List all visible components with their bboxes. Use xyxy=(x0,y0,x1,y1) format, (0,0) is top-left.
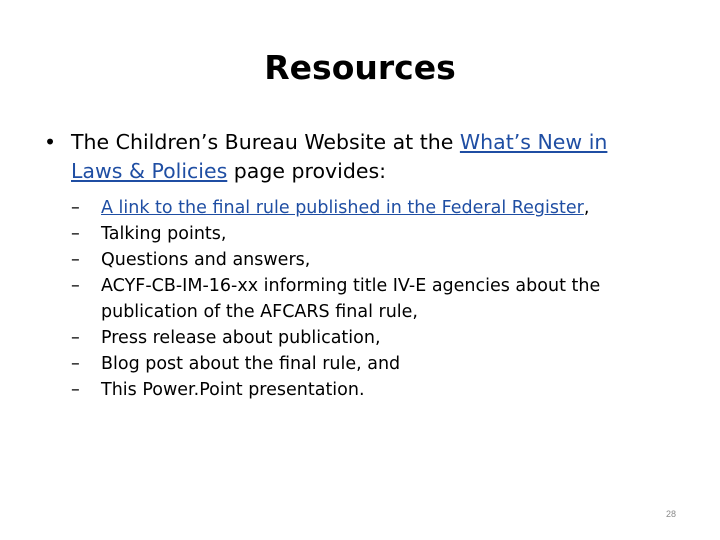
sub-bullet-list xyxy=(71,195,671,403)
sub-item-final-rule xyxy=(71,195,671,221)
federal-register-link[interactable]: A link to the final rule published in the Federal Register xyxy=(101,198,584,218)
sub-item-text: ACYF-CB-IM-16-xx informing title IV-E agencies about the publication of the AFCARS final rule, xyxy=(101,276,601,322)
dash-icon: – xyxy=(71,276,80,296)
main-bullet xyxy=(44,128,664,186)
dash-icon: – xyxy=(71,328,80,348)
dash-icon: – xyxy=(71,354,80,374)
sub-item-suffix: , xyxy=(583,198,590,218)
sub-item-press-release xyxy=(71,325,671,351)
page-number: 28 xyxy=(665,509,676,519)
sub-item-text: This Power.Point presentation. xyxy=(101,380,365,400)
sub-item-information-memorandum xyxy=(71,273,671,325)
whats-new-laws-policies-link[interactable]: What’s New in Laws & Policies xyxy=(71,130,608,183)
dash-icon: – xyxy=(71,224,80,244)
main-bullet-text-after: page provides: xyxy=(227,159,387,183)
sub-item-text: Questions and answers, xyxy=(101,250,311,270)
sub-item-blog-post xyxy=(71,351,671,377)
sub-item-questions-answers xyxy=(71,247,671,273)
dash-icon: – xyxy=(71,380,80,400)
sub-item-talking-points xyxy=(71,221,671,247)
sub-item-presentation xyxy=(71,377,671,403)
main-bullet-text-before: The Children’s Bureau Website at the xyxy=(71,130,460,154)
bullet-dot-icon: • xyxy=(44,130,57,154)
dash-icon: – xyxy=(71,250,80,270)
slide-title: Resources xyxy=(264,48,456,87)
main-bullet-text xyxy=(71,128,664,186)
sub-item-text: Talking points, xyxy=(101,224,227,244)
dash-icon: – xyxy=(71,198,80,218)
sub-item-text: Blog post about the final rule, and xyxy=(101,354,401,374)
sub-item-text: Press release about publication, xyxy=(101,328,381,348)
